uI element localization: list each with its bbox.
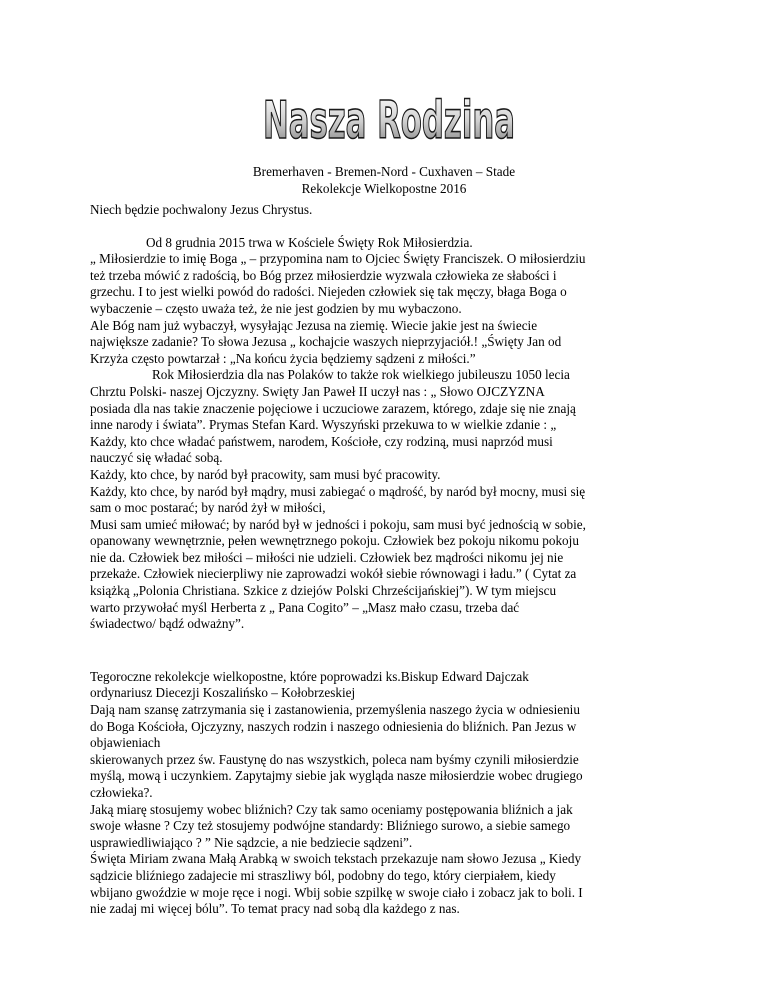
greeting: Niech będzie pochwalony Jezus Chrystus. xyxy=(90,202,313,217)
line: sam o moc postarać; by naród żył w miłości, xyxy=(90,500,326,516)
line: wbijano gwoździe w moje ręce i nogi. Wbij sobie szpilkę w swoje ciało i zobacz jak to boli. I xyxy=(90,884,583,900)
line: do Boga Kościoła, Ojczyzny, naszych rodzin i naszego odniesienia do bliźnich. Pan Jezus w xyxy=(90,718,577,734)
line: też trzeba mówić z radością, bo Bóg przez miłosierdzie wyzwala człowieka ze słabości i xyxy=(90,267,557,283)
line: Tegoroczne rekolekcje wielkopostne, które poprowadzi ks.Biskup Edward Dajczak xyxy=(90,668,529,684)
line: Musi sam umieć miłować; by naród był w jedności i pokoju, sam musi być jednością w sobie, xyxy=(90,516,586,532)
line: swoje własne ? Czy też stosujemy podwójne standardy: Bliźniego surowo, a siebie samego xyxy=(90,818,571,834)
line: grzechu. I to jest wielki powód do radości. Niejeden człowiek się tak męczy, błaga Boga o xyxy=(90,284,567,300)
line: nauczyć się władać sobą. xyxy=(90,450,223,466)
line: usprawiedliwiająco ? ” Nie sądzcie, a nie bedziecie sądzeni”. xyxy=(90,834,413,850)
line: Święta Miriam zwana Małą Arabką w swoich tekstach przekazuje nam słowo Jezusa „ Kiedy xyxy=(90,851,582,867)
line: skierowanych przez św. Faustynę do nas wszystkich, poleca nam byśmy czynili miłosierdzie xyxy=(90,751,579,767)
letter-body xyxy=(90,202,690,918)
line: Rok Miłosierdzia dla nas Polaków to także rok wielkiego jubileuszu 1050 lecia xyxy=(152,367,570,383)
line: opanowany wewnętrznie, pełen wewnętrznego pokoju. Człowiek bez pokoju nikomu pokoju xyxy=(90,533,579,549)
line: Ale Bóg nam już wybaczył, wysyłając Jezusa na ziemię. Wiecie jakie jest na świecie xyxy=(90,317,538,333)
line: nie zadaj mi więcej bólu”. To temat pracy nad sobą dla każdego z nas. xyxy=(90,901,460,917)
line: „ Miłosierdzie to imię Boga „ – przypomina nam to Ojciec Święty Franciszek. O miłosierdziu xyxy=(90,251,586,267)
line: myślą, mową i uczynkiem. Zapytajmy siebie jak wygląda nasze miłosierdzie wobec drugiego xyxy=(90,768,583,784)
line: Dają nam szansę zatrzymania się i zastanowienia, przemyślenia naszego życia w odniesieniu xyxy=(90,702,580,718)
title-text: Nasza Rodzina xyxy=(263,91,515,151)
line: człowieka?. xyxy=(90,785,153,800)
line: Jaką miarę stosujemy wobec bliźnich? Czy tak samo oceniamy postępowania bliźnich a jak xyxy=(90,801,573,817)
line: Każdy, kto chce, by naród był pracowity, sam musi być pracowity. xyxy=(90,466,441,482)
line: objawieniach xyxy=(90,735,161,751)
line: Krzyża często powtarzał : „Na końcu życia będziemy sądzeni z miłości.” xyxy=(90,350,476,366)
line: świadectwo/ bądź odważny”. xyxy=(90,616,245,632)
line: książką „Polonia Christiana. Szkice z dziejów Polski Chrześcijańskiej”). W tym miejscu xyxy=(90,583,557,599)
line: Każdy, kto chce, by naród był mądry, musi zabiegać o mądrość, by naród był mocny, musi się xyxy=(90,483,586,499)
line: posiada dla nas takie znaczenie pojęciowe i uczuciowe zarazem, którego, zdaje się nie znają xyxy=(90,400,576,416)
header-locations: Bremerhaven - Bremen-Nord - Cuxhaven – Stade xyxy=(252,164,516,179)
line: nie da. Człowiek bez miłości – miłości nie udzieli. Człowiek bez mądrości nikomu jej nie xyxy=(90,549,564,565)
line: Od 8 grudnia 2015 trwa w Kościele Święty Rok Miłosierdzia. xyxy=(146,234,473,250)
line: największe zadanie? To słowa Jezusa „ kochajcie waszych nieprzyjaciół.! „Święty Jan od xyxy=(90,334,562,350)
line: Chrztu Polski- naszej Ojczyzny. Swięty Jan Paweł II uczył nas : „ Słowo OJCZYZNA xyxy=(90,383,545,399)
header-subtitle: Rekolekcje Wielkopostne 2016 xyxy=(301,181,467,196)
wordart-title-logo xyxy=(258,82,520,151)
line: sądzicie bliźniego zadajecie mi straszliwy ból, podobny do tego, który cierpiałem, kiedy xyxy=(90,867,556,883)
line: przekaże. Człowiek niecierpliwy nie zaprowadzi wokół siebie równowagi i ładu.” ( Cytat za xyxy=(90,566,577,582)
line: inne narody i świata”. Prymas Stefan Kard. Wyszyński przekuwa to w wielkie zdanie : „ xyxy=(90,417,557,433)
line: Każdy, kto chce władać państwem, narodem, Kościołe, czy rodziną, musi naprzód musi xyxy=(90,433,553,449)
line: warto przywołać myśl Herberta z „ Pana Cogito” – „Masz mało czasu, trzeba dać xyxy=(90,599,520,615)
line: ordynariusz Diecezji Koszalińsko – Kołobrzeskiej xyxy=(90,685,356,701)
line: wybaczenie – często uważa też, że nie jest godzien by mu wybaczono. xyxy=(90,300,462,316)
